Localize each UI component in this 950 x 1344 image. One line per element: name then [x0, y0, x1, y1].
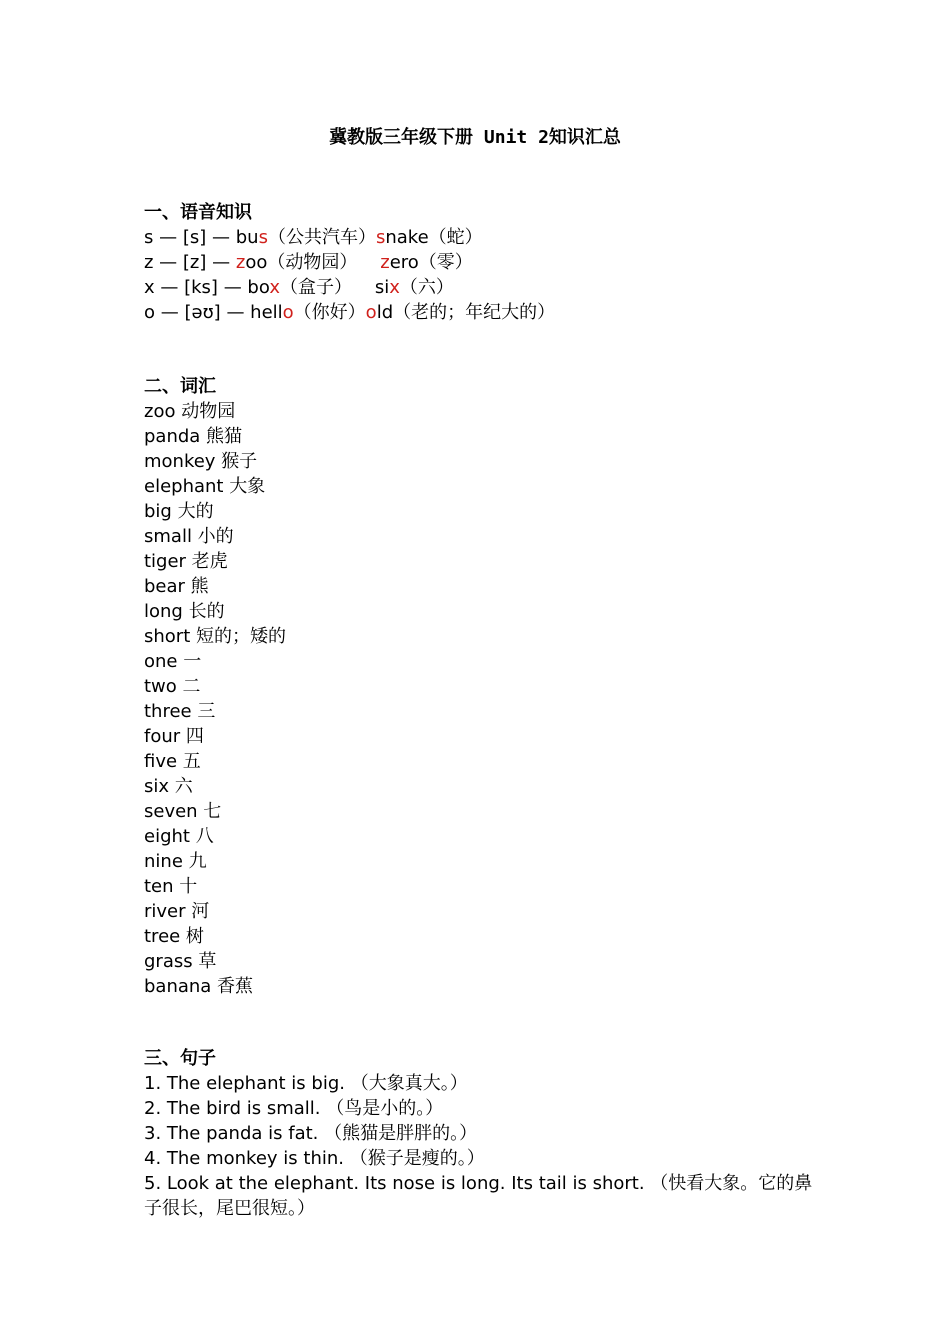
example-word [366, 302, 393, 323]
highlighted-letter: s [375, 227, 386, 248]
phonics-row [144, 300, 824, 325]
vocab-item: six 六 [144, 776, 193, 797]
dash: — [206, 227, 236, 248]
vocab-item: monkey 猴子 [144, 451, 258, 472]
dash: — [155, 302, 185, 323]
word-part: ero [389, 252, 419, 273]
vocabulary-section [144, 374, 824, 999]
vocab-item: banana 香蕉 [144, 976, 254, 997]
example-word [236, 227, 268, 248]
vocab-item: panda 熊猫 [144, 426, 243, 447]
phonics-letter: s [144, 227, 154, 248]
sentence-item: 4. The monkey is thin. （猴子是瘦的。） [144, 1148, 485, 1169]
word-part: si [351, 277, 390, 298]
vocab-item: one 一 [144, 651, 202, 672]
word-part: bu [235, 227, 259, 248]
sentences-section [144, 1046, 824, 1221]
dash: — [220, 302, 251, 323]
highlighted-letter: x [269, 277, 280, 298]
sentences-heading: 三、句子 [144, 1048, 216, 1069]
vocab-item: eight 八 [144, 826, 214, 847]
highlighted-letter: x [389, 277, 400, 298]
word-part [357, 252, 380, 273]
vocab-item: grass 草 [144, 951, 217, 972]
word-translation: （零） [418, 252, 473, 273]
phonics-letter: x [144, 277, 155, 298]
word-translation: （盒子） [279, 277, 352, 298]
dash: — [153, 252, 183, 273]
vocab-item: short 短的；矮的 [144, 626, 286, 647]
word-part: hell [250, 302, 283, 323]
vocab-item: zoo 动物园 [144, 401, 236, 422]
vocab-item: bear 熊 [144, 576, 209, 597]
example-word [250, 302, 294, 323]
highlighted-letter: o [282, 302, 294, 323]
dash: — [154, 277, 185, 298]
vocab-item: nine 九 [144, 851, 207, 872]
phonics-section [144, 200, 824, 325]
vocab-item: big 大的 [144, 501, 214, 522]
vocab-item: small 小的 [144, 526, 234, 547]
word-part: bo [247, 277, 270, 298]
phonics-sound: [z] [182, 252, 207, 273]
vocab-item: river 河 [144, 901, 210, 922]
phonics-row [144, 250, 824, 275]
vocabulary-heading: 二、词汇 [144, 376, 216, 397]
word-translation: （蛇） [428, 227, 483, 248]
vocab-item: four 四 [144, 726, 204, 747]
word-part: nake [385, 227, 429, 248]
vocab-item: tree 树 [144, 926, 204, 947]
sentence-item: 5. Look at the elephant. Its nose is long. Its tail is short. （快看大象。它的鼻子很长，尾巴很短。） [144, 1173, 813, 1219]
vocab-item: elephant 大象 [144, 476, 266, 497]
sentence-item: 3. The panda is fat. （熊猫是胖胖的。） [144, 1123, 478, 1144]
vocab-item: tiger 老虎 [144, 551, 228, 572]
example-word [236, 252, 267, 273]
phonics-sound: [əʊ] [184, 302, 221, 323]
highlighted-letter: z [380, 252, 390, 273]
vocab-item: three 三 [144, 701, 216, 722]
phonics-heading: 一、语音知识 [144, 202, 252, 223]
phonics-sound: [ks] [184, 277, 218, 298]
phonics-sound: [s] [182, 227, 207, 248]
phonics-letter: z [144, 252, 154, 273]
word-translation: （老的；年纪大的） [393, 302, 556, 323]
example-word [247, 277, 280, 298]
sentence-item: 2. The bird is small. （鸟是小的。） [144, 1098, 444, 1119]
phonics-letter: o [144, 302, 156, 323]
vocab-item: five 五 [144, 751, 201, 772]
word-translation: （公共汽车） [267, 227, 376, 248]
example-word [376, 227, 429, 248]
word-translation: （你好） [293, 302, 366, 323]
vocab-item: two 二 [144, 676, 201, 697]
dash: — [153, 227, 183, 248]
dash: — [206, 252, 236, 273]
highlighted-letter: z [235, 252, 246, 273]
phonics-row [144, 275, 824, 300]
example-word [352, 277, 400, 298]
vocab-item: ten 十 [144, 876, 198, 897]
phonics-row [144, 225, 824, 250]
example-word [357, 252, 418, 273]
word-part: oo [245, 252, 268, 273]
vocab-item: long 长的 [144, 601, 225, 622]
dash: — [217, 277, 248, 298]
document-title: 冀教版三年级下册 Unit 2知识汇总 [329, 127, 621, 148]
highlighted-letter: s [258, 227, 268, 248]
word-translation: （六） [399, 277, 454, 298]
word-translation: （动物园） [267, 252, 358, 273]
vocab-item: seven 七 [144, 801, 222, 822]
word-part: ld [376, 302, 394, 323]
highlighted-letter: o [365, 302, 377, 323]
sentence-item: 1. The elephant is big. （大象真大。） [144, 1073, 468, 1094]
